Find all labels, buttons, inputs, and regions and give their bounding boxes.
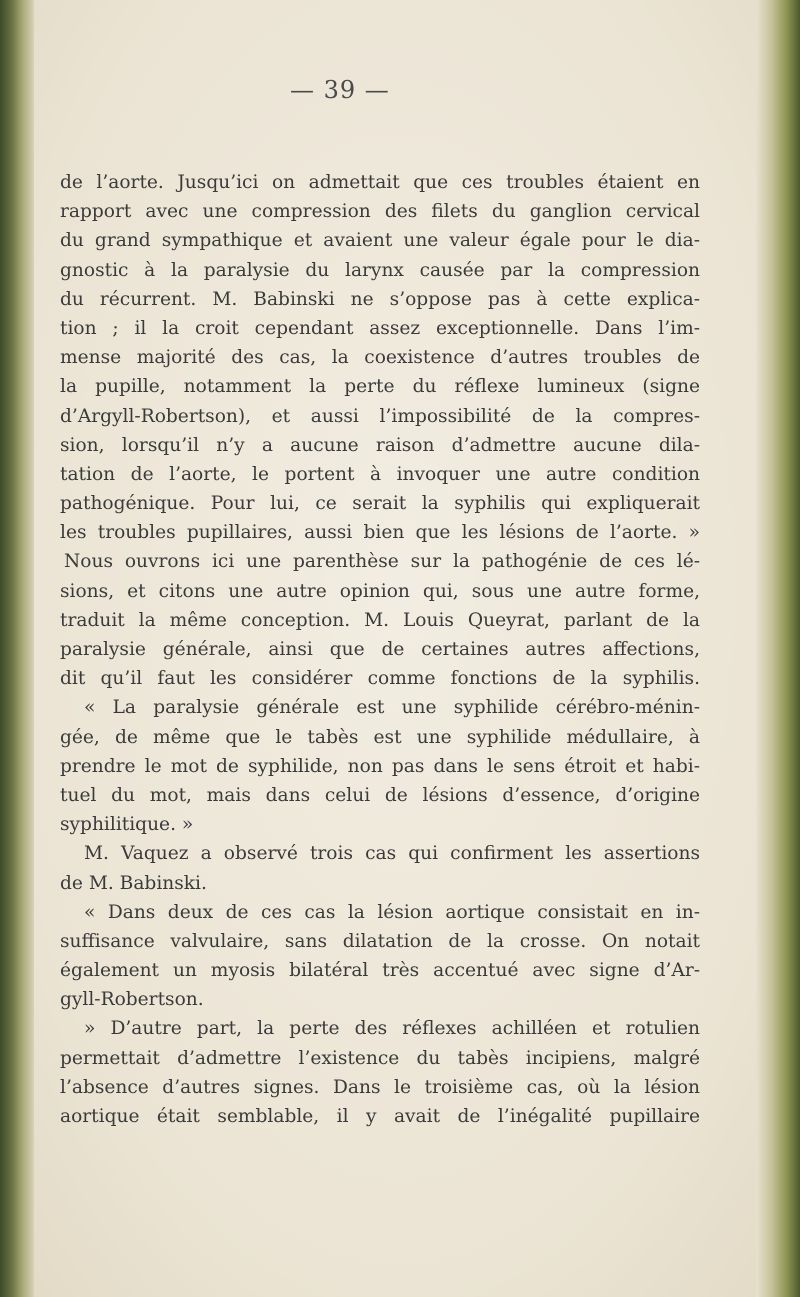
text-line: gnostic à la paralysie du larynx causée par la compression <box>60 259 700 281</box>
text-line: du récurrent. M. Babinski ne s’oppose pas à cette explica- <box>60 288 700 310</box>
text-line: du grand sympathique et avaient une valeur égale pour le dia- <box>60 230 700 252</box>
text-line: d’Argyll-Robertson), et aussi l’impossibilité de la compres- <box>60 405 700 427</box>
text-line: aortique était semblable, il y avait de l’inégalité pupillaire <box>60 1106 700 1127</box>
text-line: tion ; il la croit cependant assez exceptionnelle. Dans l’im- <box>60 317 700 339</box>
text-line: de M. Babinski. <box>60 872 207 894</box>
page-number: — 39 — <box>290 76 390 104</box>
text-line: sions, et citons une autre opinion qui, sous une autre forme, <box>60 580 700 602</box>
text-line: tuel du mot, mais dans celui de lésions d’essence, d’origine <box>60 784 700 806</box>
text-line: l’absence d’autres signes. Dans le troisième cas, où la lésion <box>60 1076 700 1098</box>
text-line: sion, lorsqu’il n’y a aucune raison d’admettre aucune dila- <box>60 434 700 456</box>
text-line: tation de l’aorte, le portent à invoquer une autre condition <box>60 463 700 485</box>
text-line: gyll-Robertson. <box>60 989 204 1011</box>
text-line: prendre le mot de syphilide, non pas dans le sens étroit et habi- <box>60 755 700 777</box>
text-line: permettait d’admettre l’existence du tabès incipiens, malgré <box>60 1047 700 1069</box>
text-line: syphilitique. » <box>60 814 194 836</box>
page-edge-shadow-left <box>0 0 34 1297</box>
text-line: également un myosis bilatéral très accentué avec signe d’Ar- <box>60 960 700 982</box>
text-line: les troubles pupillaires, aussi bien que les lésions de l’aorte. » <box>60 522 700 544</box>
text-line: de l’aorte. Jusqu’ici on admettait que ces troubles étaient en <box>60 172 700 193</box>
text-line: paralysie générale, ainsi que de certaines autres affections, <box>60 639 700 660</box>
body-text <box>60 168 700 1131</box>
text-line: gée, de même que le tabès est une syphilide médullaire, à <box>60 726 700 748</box>
text-line: traduit la même conception. M. Louis Queyrat, parlant de la <box>60 609 700 631</box>
text-line: Nous ouvrons ici une parenthèse sur la pathogénie de ces lé- <box>64 551 700 573</box>
text-line: M. Vaquez a observé trois cas qui confirment les assertions <box>84 843 700 865</box>
text-line: la pupille, notamment la perte du réflexe lumineux (signe <box>60 376 700 398</box>
text-line: rapport avec une compression des filets du ganglion cervical <box>60 201 700 223</box>
text-line: suffisance valvulaire, sans dilatation de la crosse. On notait <box>60 930 700 952</box>
text-line: « La paralysie générale est une syphilide cérébro-ménin- <box>84 697 700 719</box>
text-line: pathogénique. Pour lui, ce serait la syphilis qui expliquerait <box>60 493 700 515</box>
text-line: « Dans deux de ces cas la lésion aortique consistait en in- <box>84 901 700 923</box>
page-edge-shadow-right <box>756 0 800 1297</box>
text-line: » D’autre part, la perte des réflexes achilléen et rotulien <box>84 1018 700 1040</box>
text-line: dit qu’il faut les considérer comme fonctions de la syphilis. <box>60 668 700 690</box>
text-line: mense majorité des cas, la coexistence d’autres troubles de <box>60 347 700 369</box>
